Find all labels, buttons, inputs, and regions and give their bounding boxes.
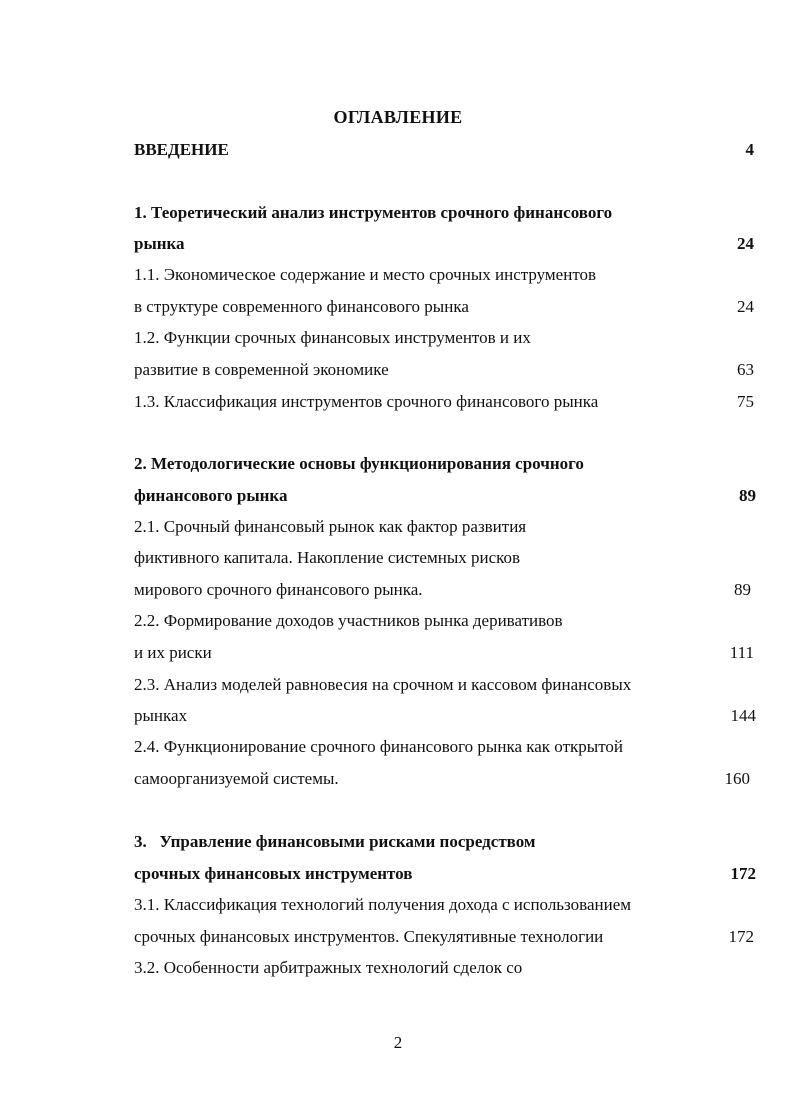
ch2-s1-line3: мирового срочного финансового рынка.	[134, 580, 423, 599]
ch2-s2-line2: и их риски	[134, 643, 212, 662]
ch1-s1-line1: 1.1. Экономическое содержание и место срочных инструментов	[134, 265, 597, 284]
ch3-s2-line1: 3.2. Особенности арбитражных технологий сделок со	[134, 958, 523, 977]
ch1-page: 24	[737, 234, 754, 253]
ch1-s2-page: 63	[737, 360, 754, 379]
ch2-s4-page: 160	[724, 769, 750, 788]
ch1-title-line1: 1. Теоретический анализ инструментов срочного финансового	[134, 203, 613, 222]
ch2-s1-page: 89	[734, 580, 751, 599]
ch2-s4-line1: 2.4. Функционирование срочного финансового рынка как открытой	[134, 737, 623, 756]
ch1-title-line2: рынка	[134, 234, 185, 253]
ch2-s3-line2: рынках	[134, 706, 188, 725]
page-number: 2	[393, 1033, 403, 1052]
ch1-s1-page: 24	[737, 297, 754, 316]
ch2-s2-page: 111	[729, 643, 754, 662]
ch3-title-line2: срочных финансовых инструментов	[134, 864, 413, 883]
ch3-s1-line1: 3.1. Классификация технологий получения дохода с использованием	[134, 895, 632, 914]
ch2-title-line1: 2. Методологические основы функционирования срочного	[134, 454, 584, 473]
ch2-s2-line1: 2.2. Формирование доходов участников рынка деривативов	[134, 611, 563, 630]
ch1-s1-line2: в структуре современного финансового рынка	[134, 297, 469, 316]
intro-label: ВВЕДЕНИЕ	[134, 140, 229, 159]
intro-page: 4	[745, 140, 754, 159]
ch1-s2-line1: 1.2. Функции срочных финансовых инструментов и их	[134, 328, 531, 347]
ch1-s3-page: 75	[737, 392, 754, 411]
ch3-title-line1: 3. Управление финансовыми рисками посредством	[134, 832, 536, 851]
ch2-s3-line1: 2.3. Анализ моделей равновесия на срочном и кассовом финансовых	[134, 675, 632, 694]
ch2-s1-line2: фиктивного капитала. Накопление системных рисков	[134, 548, 521, 567]
ch2-s1-line1: 2.1. Срочный финансовый рынок как фактор развития	[134, 517, 527, 536]
ch2-page: 89	[739, 486, 756, 505]
ch3-s1-page: 172	[728, 927, 754, 946]
ch2-s3-page: 144	[730, 706, 756, 725]
ch2-s4-line2: самоорганизуемой системы.	[134, 769, 339, 788]
ch3-page: 172	[730, 864, 756, 883]
ch3-s1-line2: срочных финансовых инструментов. Спекулятивные технологии	[134, 927, 604, 946]
ch1-s3-line1: 1.3. Классификация инструментов срочного финансового рынка	[134, 392, 599, 411]
toc-title: ОГЛАВЛЕНИЕ	[333, 107, 463, 127]
ch1-s2-line2: развитие в современной экономике	[134, 360, 389, 379]
ch2-title-line2: финансового рынка	[134, 486, 288, 505]
